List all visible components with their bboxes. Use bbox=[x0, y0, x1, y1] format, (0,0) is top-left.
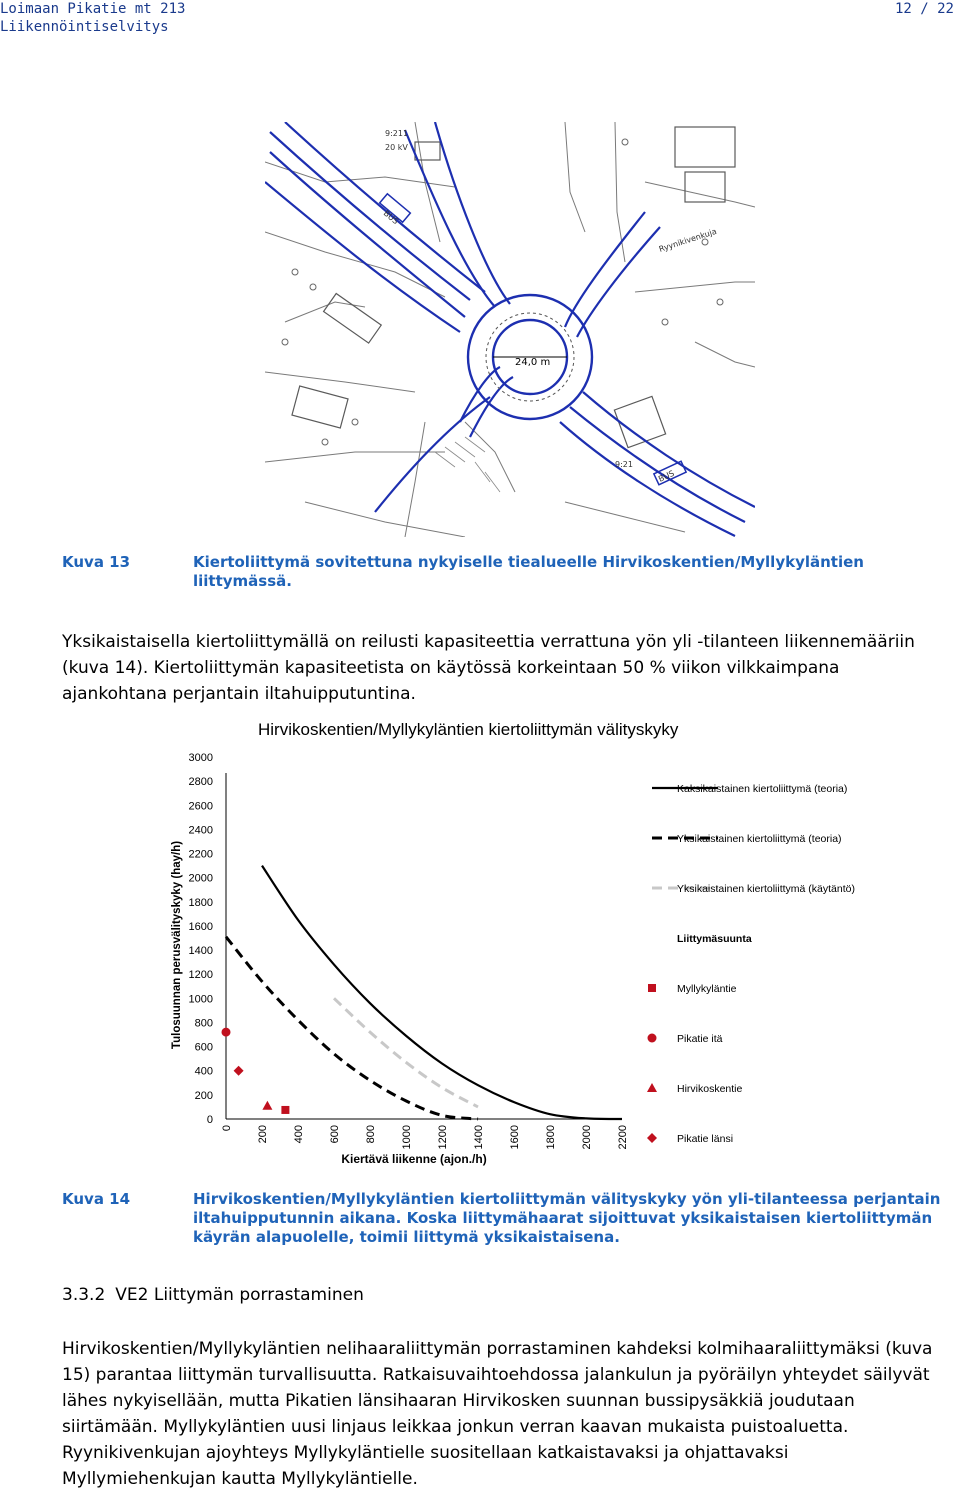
y-tick-label: 2200 bbox=[188, 848, 213, 861]
figure-14-label: Kuva 14 bbox=[62, 1190, 131, 1208]
capacity-chart bbox=[160, 705, 890, 1170]
legend-header: Liittymäsuunta bbox=[677, 933, 752, 945]
y-axis-label: Tulosuunnan perusvälityskyky (hay/h) bbox=[171, 840, 183, 1050]
figure-14-caption-part2: Koska liittymähaarat sijoittuvat yksikaistaisen kiertoliittymän käyrän alapuolelle, toimii liittymä yksikaistaisena. bbox=[193, 1209, 933, 1246]
x-axis-label: Kiertävä liikenne (ajon./h) bbox=[341, 1152, 487, 1166]
x-tick-label: 1200 bbox=[437, 1125, 449, 1150]
legend-label-2: Yksikaistainen kiertoliittymä (teoria) bbox=[677, 833, 842, 845]
y-tick-label: 1400 bbox=[188, 945, 213, 958]
x-tick-label: 1000 bbox=[401, 1125, 413, 1150]
map-voltage-label: 20 kV bbox=[385, 143, 408, 152]
figure-13-caption: Kiertoliittymä sovitettuna nykyiselle tiealueelle Hirvikoskentien/Myllykyläntien liittymässä. bbox=[193, 553, 864, 590]
map-bus-label-top: BUS bbox=[381, 208, 401, 227]
map-bus-label-bottom: BUS bbox=[657, 468, 676, 484]
y-tick-label: 2800 bbox=[188, 776, 213, 789]
figure-14-caption bbox=[193, 1190, 953, 1247]
y-tick-label: 400 bbox=[194, 1065, 213, 1078]
legend-label-1: Kaksikaistainen kiertoliittymä (teoria) bbox=[677, 783, 848, 795]
x-tick-label: 2200 bbox=[617, 1125, 629, 1150]
chart-title: Hirvikoskentien/Myllykyläntien kiertoliittymän välityskyky bbox=[258, 720, 679, 739]
x-tick-label: 400 bbox=[293, 1125, 305, 1144]
figure-14-caption-part1: Hirvikoskentien/Myllykyläntien kiertoliittymän välityskyky yön yli-tilanteessa perjantain iltahuipputunnin aikana. bbox=[193, 1190, 941, 1227]
legend-point-label-2: Pikatie itä bbox=[677, 1033, 723, 1045]
x-tick-label: 200 bbox=[257, 1125, 269, 1144]
data-point-4 bbox=[234, 1066, 244, 1076]
x-tick-label: 1800 bbox=[545, 1125, 557, 1150]
y-tick-label: 1800 bbox=[188, 896, 213, 909]
legend-point-label-3: Hirvikoskentie bbox=[677, 1083, 743, 1095]
data-point-3 bbox=[262, 1101, 272, 1110]
legend-marker-1 bbox=[648, 984, 656, 992]
series-line-3 bbox=[334, 998, 478, 1107]
section-number: 3.3.2 bbox=[62, 1285, 106, 1305]
legend-point-label-4: Pikatie länsi bbox=[677, 1133, 734, 1145]
section-heading bbox=[62, 1285, 364, 1305]
legend-marker-3 bbox=[647, 1083, 657, 1092]
series-line-1 bbox=[262, 866, 622, 1119]
map-street-label: Ryynikivenkuja bbox=[657, 226, 718, 254]
y-tick-label: 1000 bbox=[188, 993, 213, 1006]
series-line-2 bbox=[226, 937, 478, 1119]
y-tick-label: 200 bbox=[194, 1089, 213, 1102]
map-road-label-top: 9:211 bbox=[385, 129, 409, 138]
document-subtitle: Liikennöintiselvitys bbox=[0, 19, 169, 35]
paragraph-capacity: Yksikaistaisella kiertoliittymällä on reilusti kapasiteettia verrattuna yön yli -tilanteen liikennemääriin (kuva 14). Kiertoliittymän kapasiteetista on käytössä korkeintaan 50 % viikon vilkkaimpana ajankohtana perjantain iltahuipputuntina. bbox=[62, 632, 915, 704]
y-tick-label: 2600 bbox=[188, 800, 213, 813]
x-tick-label: 1600 bbox=[509, 1125, 521, 1150]
map-road-label-right: 9:21 bbox=[615, 460, 633, 469]
y-tick-label: 800 bbox=[194, 1017, 213, 1030]
x-tick-label: 1400 bbox=[473, 1125, 485, 1150]
data-point-2 bbox=[222, 1028, 231, 1037]
legend-label-3: Yksikaistainen kiertoliittymä (käytäntö) bbox=[677, 883, 855, 895]
legend-point-label-1: Myllykyläntie bbox=[677, 983, 737, 995]
y-tick-label: 2000 bbox=[188, 872, 213, 885]
legend-marker-2 bbox=[648, 1034, 657, 1043]
document-title: Loimaan Pikatie mt 213 bbox=[0, 1, 186, 17]
data-point-1 bbox=[281, 1106, 289, 1114]
paragraph-porrastaminen: Hirvikoskentien/Myllykyläntien nelihaaraliittymän porrastaminen kahdeksi kolmihaaraliittymäksi (kuva 15) parantaa liittymän turvallisuutta. Ratkaisuvaihtoehdossa jalankulun ja pyöräilyn yhteydet säilyvät lähes nykyisellään, mutta Pikatien länsihaaran Hirvikosken suunnan bussipysäkkiä joudutaan siirtämään. Myllykyläntien uusi linjaus leikkaa jonkun verran kaavan mukaista puistoaluetta. Ryynikivenkujan ajoyhteys Myllykyläntielle suositellaan katkaistavaksi ja ohjattavaksi Myllymiehenkujan kautta Myllykyläntielle. bbox=[62, 1339, 933, 1489]
y-tick-label: 2400 bbox=[188, 824, 213, 837]
page-number: 12 / 22 bbox=[894, 1, 954, 17]
y-tick-label: 1600 bbox=[188, 920, 213, 933]
y-tick-label: 0 bbox=[206, 1114, 213, 1126]
legend-marker-4 bbox=[647, 1133, 657, 1143]
section-title: VE2 Liittymän porrastaminen bbox=[115, 1285, 364, 1305]
y-tick-label: 3000 bbox=[188, 752, 213, 764]
x-tick-label: 0 bbox=[221, 1125, 233, 1132]
page-header bbox=[0, 0, 185, 36]
roundabout-map bbox=[265, 122, 755, 537]
x-tick-label: 600 bbox=[329, 1125, 341, 1144]
y-tick-label: 1200 bbox=[188, 969, 213, 982]
figure-13-label: Kuva 13 bbox=[62, 553, 131, 571]
roundabout-diameter-label: 24,0 m bbox=[515, 357, 551, 368]
x-tick-label: 2000 bbox=[581, 1125, 593, 1150]
x-tick-label: 800 bbox=[365, 1125, 377, 1144]
y-tick-label: 600 bbox=[194, 1041, 213, 1054]
